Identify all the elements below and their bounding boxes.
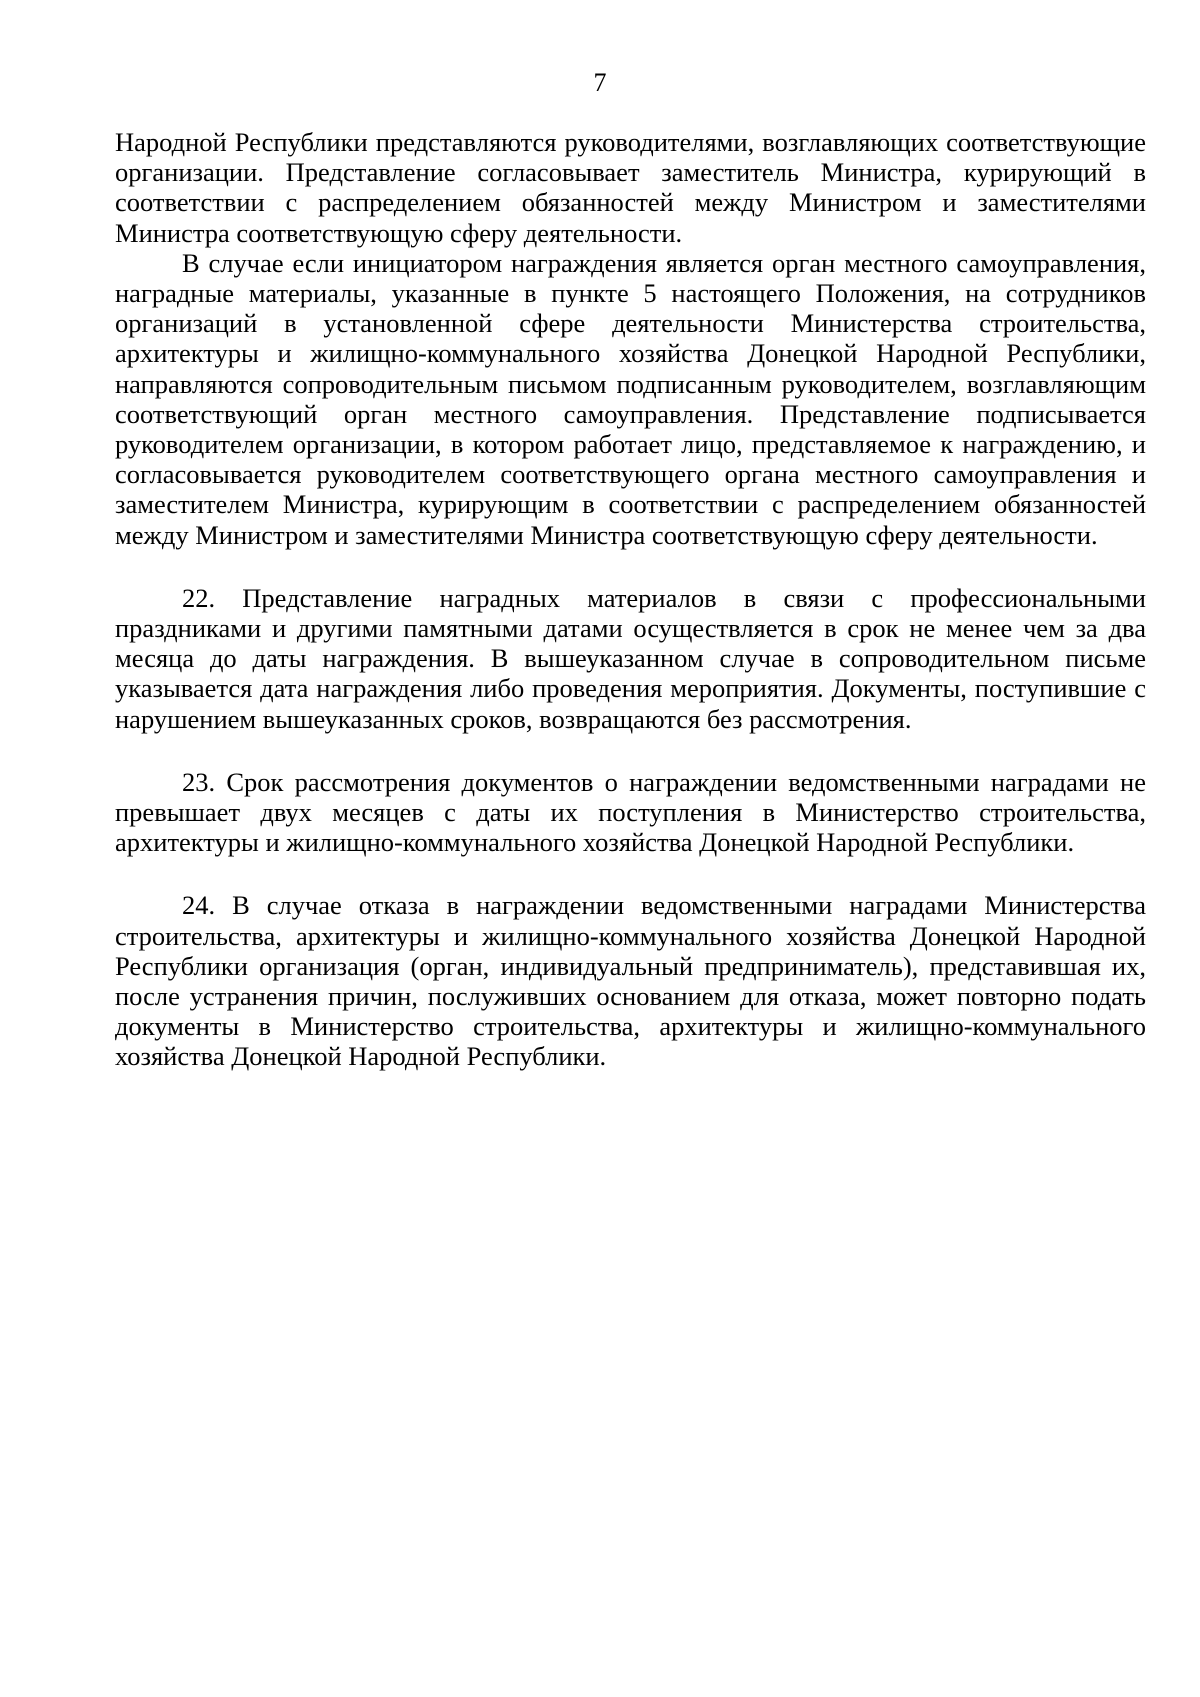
page-number: 7	[593, 68, 607, 97]
paragraph-23: 23. Срок рассмотрения документов о награждении ведомственными наградами не превышает двух месяцев с даты их поступления в Министерство строительства, архитектуры и жилищно-коммунального хозяйства Донецкой Народной Республики.	[115, 766, 1146, 858]
paragraph-local-government: В случае если инициатором награждения является орган местного самоуправления, наградные материалы, указанные в пункте 5 настоящего Положения, на сотрудников организаций в установленной сфере деятельности Министерства строительства, архитектуры и жилищно-коммунального хозяйства Донецкой Народной Республики, направляются сопроводительным письмом подписанным руководителем, возглавляющим соответствующий орган местного самоуправления. Представление подписывается руководителем организации, в котором работает лицо, представляемое к награждению, и согласовывается руководителем соответствующего органа местного самоуправления и заместителем Министра, курирующим в соответствии с распределением обязанностей между Министром и заместителями Министра соответствующую сферу деятельности.	[115, 247, 1146, 550]
paragraph-22: 22. Представление наградных материалов в связи с профессиональными праздниками и другими памятными датами осуществляется в срок не менее чем за два месяца до даты награждения. В вышеуказанном случае в сопроводительном письме указывается дата награждения либо проведения мероприятия. Документы, поступившие с нарушением вышеуказанных сроков, возвращаются без рассмотрения.	[115, 582, 1146, 734]
document-body	[115, 127, 1146, 1072]
paragraph-continuation: Народной Республики представляются руководителями, возглавляющих соответствующие организации. Представление согласовывает заместитель Министра, курирующий в соответствии с распределением обязанностей между Министром и заместителями Министра соответствующую сферу деятельности.	[115, 127, 1146, 248]
paragraph-24: 24. В случае отказа в награждении ведомственными наградами Министерства строительства, архитектуры и жилищно-коммунального хозяйства Донецкой Народной Республики организация (орган, индивидуальный предприниматель), представившая их, после устранения причин, послуживших основанием для отказа, может повторно подать документы в Министерство строительства, архитектуры и жилищно-коммунального хозяйства Донецкой Народной Республики.	[115, 890, 1146, 1072]
